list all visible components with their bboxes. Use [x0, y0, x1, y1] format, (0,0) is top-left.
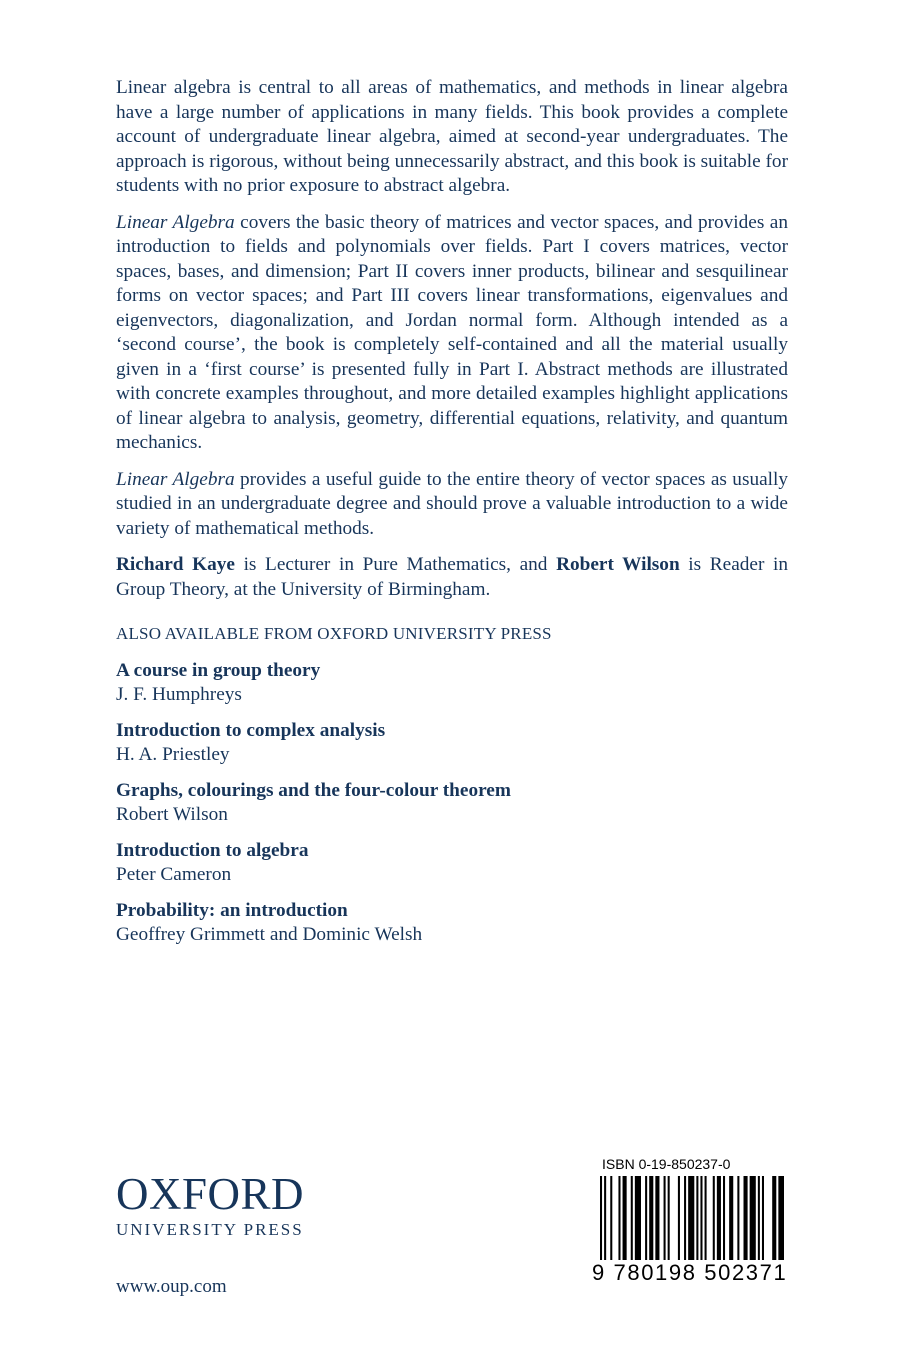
barcode-bar	[700, 1176, 702, 1260]
barcode-bar	[729, 1176, 733, 1260]
barcode-bar	[778, 1176, 784, 1260]
book-title-italic: Linear Algebra	[116, 468, 235, 490]
paragraph-2-text: covers the basic theory of matrices and vector spaces, and provides an introduction to fields and polynomials over fields. Part I covers matrices, vector spaces, bases, and dimension; Part II covers inner products, bilinear and sesquilinear forms on vector spaces; and Part III covers linear transformations, eigenvalues and eigenvectors, diagonalization, and Jordan normal form. Although intended as a ‘second course’, the book is completely self-contained and all the material usually given in a ‘first course’ is presented fully in Part I. Abstract methods are illustrated with concrete examples throughout, and more detailed examples highlight applications of linear algebra to analysis, geometry, differential equations, relativity, and quantum mechanics.	[116, 211, 789, 453]
oxford-logo-word: OXFORD	[116, 1169, 305, 1219]
description-paragraph-3	[116, 468, 788, 542]
barcode-bar	[668, 1176, 670, 1260]
barcode-bar	[737, 1176, 739, 1260]
author1-role: is Lecturer in Pure Mathematics, and	[234, 554, 557, 575]
isbn-barcode	[592, 1152, 790, 1292]
barcode-bar	[655, 1176, 659, 1260]
description-paragraph-2	[116, 211, 788, 456]
author2-role: is Reader in Group Theory, at the University of Birmingham.	[116, 554, 789, 600]
barcode-bar	[762, 1176, 764, 1260]
barcode-bar	[631, 1176, 633, 1260]
author-bio	[116, 553, 788, 602]
author-name-kaye: Richard Kaye	[116, 554, 235, 575]
barcode-bar	[649, 1176, 653, 1260]
publisher-website: www.oup.com	[116, 1276, 227, 1297]
book-title-italic: Linear Algebra	[116, 211, 235, 233]
barcode-bar	[696, 1176, 698, 1260]
barcode-bar	[645, 1176, 647, 1260]
back-cover-content	[116, 76, 788, 959]
book-author: Geoffrey Grimmett and Dominic Welsh	[116, 923, 423, 945]
barcode-bar	[705, 1176, 707, 1260]
barcode-bar	[723, 1176, 725, 1260]
barcode-bar	[744, 1176, 748, 1260]
book-author: Peter Cameron	[116, 863, 232, 885]
barcode-bar	[604, 1176, 606, 1260]
barcode-bar	[688, 1176, 694, 1260]
book-author: J. F. Humphreys	[116, 683, 242, 705]
isbn-label: ISBN 0-19-850237-0	[602, 1156, 731, 1172]
barcode-bar	[610, 1176, 612, 1260]
book-author: Robert Wilson	[116, 803, 228, 825]
also-available-list	[116, 659, 788, 947]
also-available-heading: ALSO AVAILABLE FROM OXFORD UNIVERSITY PRESS	[116, 624, 552, 643]
description-paragraph-1: Linear algebra is central to all areas of mathematics, and methods in linear algebra have a large number of applications in many fields. This book provides a complete account of undergraduate linear algebra, aimed at second-year undergraduates. The approach is rigorous, without being unnecessarily abstract, and this book is suitable for students with no prior exposure to abstract algebra.	[116, 77, 788, 196]
also-available-book	[116, 719, 788, 767]
barcode-bar	[600, 1176, 602, 1260]
barcode-bar	[758, 1176, 760, 1260]
oxford-logo-subtitle: UNIVERSITY PRESS	[116, 1220, 304, 1239]
barcode-bar	[684, 1176, 686, 1260]
barcode-bar	[750, 1176, 756, 1260]
book-title: Graphs, colourings and the four-colour theorem	[116, 779, 511, 801]
also-available-book	[116, 899, 788, 947]
barcode-bar	[717, 1176, 721, 1260]
barcode-bar	[772, 1176, 776, 1260]
book-author: H. A. Priestley	[116, 743, 230, 765]
barcode-bar	[713, 1176, 715, 1260]
author-name-wilson: Robert Wilson	[556, 554, 680, 575]
barcode-digits: 9 780198 502371	[592, 1260, 788, 1285]
also-available-book	[116, 659, 788, 707]
barcode-bar	[618, 1176, 620, 1260]
barcode-bar	[678, 1176, 680, 1260]
book-title: Introduction to algebra	[116, 839, 309, 861]
also-available-book	[116, 779, 788, 827]
book-title: Introduction to complex analysis	[116, 719, 386, 741]
barcode-bar	[635, 1176, 641, 1260]
barcode-bar	[664, 1176, 666, 1260]
paragraph-3-text: provides a useful guide to the entire theory of vector spaces as usually studied in an undergraduate degree and should prove a valuable introduction to a wide variety of mathematical methods.	[116, 468, 789, 539]
barcode-bars	[598, 1176, 784, 1262]
book-title: Probability: an introduction	[116, 899, 348, 921]
also-available-book	[116, 839, 788, 887]
book-title: A course in group theory	[116, 659, 321, 681]
oxford-logo	[116, 1170, 304, 1240]
barcode-bar	[623, 1176, 627, 1260]
